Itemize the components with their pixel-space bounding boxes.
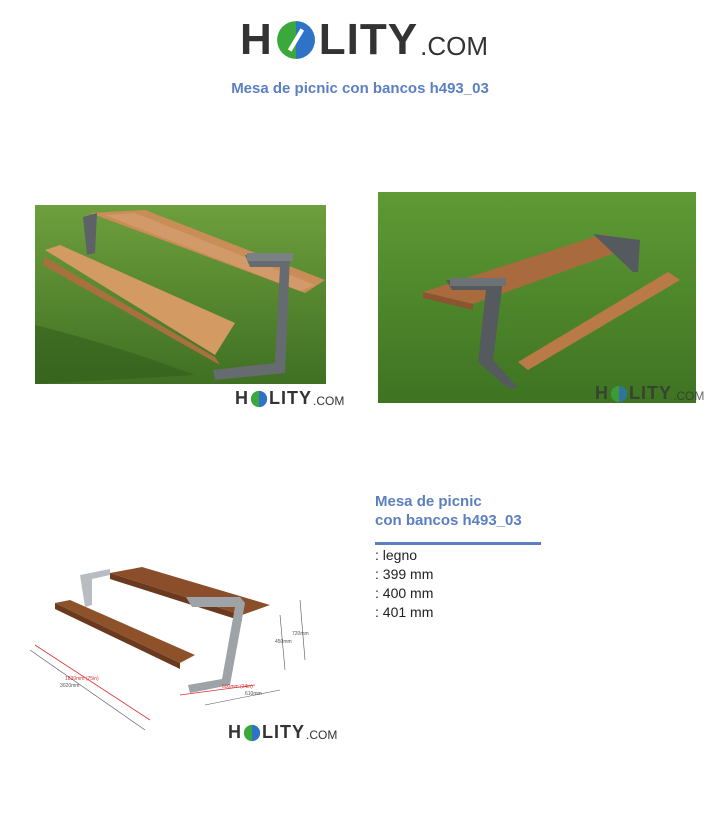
holity-o-icon (275, 19, 317, 61)
holity-logo[interactable] (240, 12, 488, 68)
dim-label: 610mm (245, 691, 262, 697)
wm-domain: .COM (673, 388, 705, 403)
watermark-logo (235, 388, 344, 409)
wm-letters-lity: LITY (262, 722, 305, 742)
product-photo-1[interactable] (35, 205, 326, 384)
spec-divider (375, 542, 541, 545)
picnic-table-photo-2 (378, 192, 696, 403)
page-title: Mesa de picnic con bancos h493_03 (231, 80, 489, 97)
wm-letters-lity: LITY (269, 388, 312, 408)
technical-drawing[interactable] (30, 555, 330, 740)
logo-letters-lity: LITY (318, 15, 419, 64)
holity-o-icon (250, 390, 268, 408)
spec-item: : 399 mm (375, 566, 434, 582)
watermark-logo (228, 722, 337, 743)
dim-label: 3020mm (60, 683, 80, 689)
picnic-table-photo-1 (35, 205, 326, 384)
spec-title-line-2: con bancos h493_03 (375, 512, 522, 529)
holity-o-icon (243, 724, 261, 742)
logo-letter-h: H (240, 15, 273, 64)
wm-letter-h: H (235, 388, 249, 408)
wm-letter-h: H (228, 722, 242, 742)
dim-label: 600mm (24in) (222, 684, 253, 690)
dim-label: 1830mm (75in) (65, 676, 99, 682)
spec-title (375, 492, 522, 530)
logo-domain: .COM (420, 30, 488, 61)
picnic-table-dimension-drawing (30, 555, 330, 740)
spec-item: : 401 mm (375, 604, 434, 620)
spec-item: : 400 mm (375, 585, 434, 601)
wm-letters-lity: LITY (629, 383, 672, 403)
holity-o-icon (610, 385, 628, 403)
spec-item: : legno (375, 547, 418, 563)
wm-domain: .COM (313, 393, 345, 408)
watermark-logo (595, 383, 704, 404)
product-photo-2[interactable] (378, 192, 696, 403)
wm-domain: .COM (306, 727, 338, 742)
spec-list (375, 546, 433, 622)
dim-label: 720mm (292, 631, 309, 637)
dim-label: 450mm (275, 639, 292, 645)
wm-letter-h: H (595, 383, 609, 403)
spec-title-line-1: Mesa de picnic (375, 493, 482, 510)
